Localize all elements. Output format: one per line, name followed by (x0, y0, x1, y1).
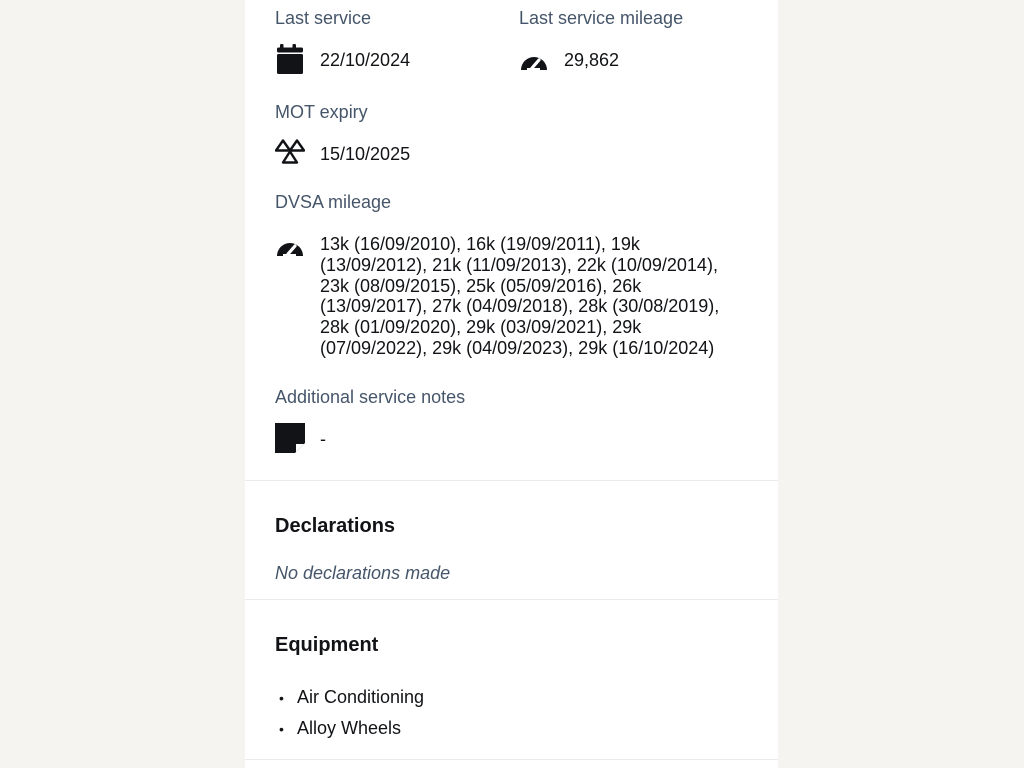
bullet: • (279, 721, 284, 737)
equipment-list-item (279, 686, 424, 709)
declarations-empty-text: No declarations made (275, 563, 451, 583)
speedometer-icon (275, 230, 305, 256)
last-service-mileage-label: Last service mileage (519, 8, 684, 28)
additional-notes-value: - (320, 429, 326, 449)
section-divider (245, 480, 778, 481)
vehicle-details-panel (245, 0, 778, 768)
calendar-icon (275, 44, 305, 74)
last-service-value: 22/10/2024 (320, 50, 411, 70)
dvsa-mileage-label: DVSA mileage (275, 192, 392, 212)
equipment-title: Equipment (275, 634, 379, 656)
equipment-item-label: Alloy Wheels (297, 718, 402, 738)
dvsa-mileage-history: 13k (16/09/2010), 16k (19/09/2011), 19k (13/09/2012), 21k (11/09/2013), 22k (10/09/2014), 23k (08/09/2015), 25k (05/09/2016), 26k (13/09/2017), 27k (04/09/2018), 28k (30/08/2019), 28k (01/09/2020), 29k (03/09/2021), 29k (07/09/2022), 29k (04/09/2023), 29k (16/10/2024) (320, 234, 720, 358)
additional-notes-label: Additional service notes (275, 387, 466, 407)
last-service-label: Last service (275, 8, 372, 28)
speedometer-icon (519, 44, 549, 74)
declarations-title: Declarations (275, 515, 396, 537)
sticky-note-icon (275, 423, 305, 453)
mot-triangles-icon (275, 139, 305, 165)
mot-expiry-value: 15/10/2025 (320, 144, 411, 164)
equipment-item-label: Air Conditioning (297, 687, 425, 707)
section-divider (245, 759, 778, 760)
mot-expiry-label: MOT expiry (275, 102, 368, 122)
last-service-mileage-value: 29,862 (564, 50, 620, 70)
equipment-list-item (279, 717, 401, 740)
section-divider (245, 599, 778, 600)
bullet: • (279, 690, 284, 706)
